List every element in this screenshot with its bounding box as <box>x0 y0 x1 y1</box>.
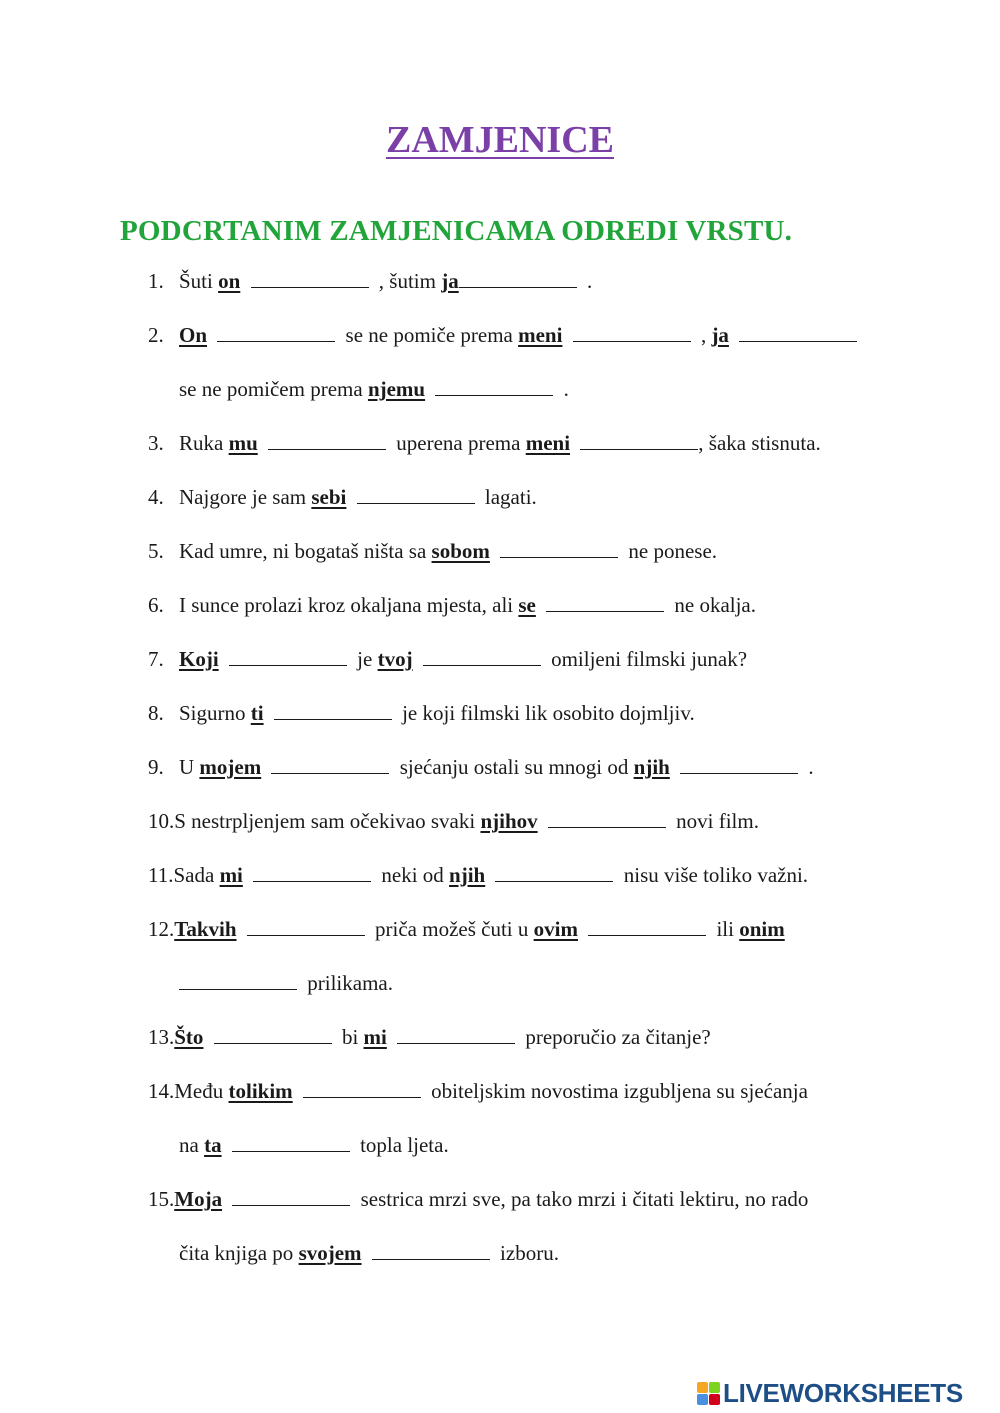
pronoun: ja <box>711 323 729 347</box>
exercise-item-9: 9. U mojem sjećanju ostali su mnogi od njih . <box>148 755 814 779</box>
exercise-item-14-continued: na ta topla ljeta. <box>179 1133 449 1157</box>
answer-blank[interactable] <box>423 664 541 666</box>
exercise-item-1: 1. Šuti on , šutim ja . <box>148 269 593 293</box>
pronoun: Što <box>174 1025 204 1049</box>
exercise-item-3: 3. Ruka mu uperena prema meni , šaka stisnuta. <box>148 431 821 455</box>
pronoun: se <box>518 593 536 617</box>
answer-blank[interactable] <box>214 1042 332 1044</box>
exercise-item-14: 14.Među tolikim obiteljskim novostima izgubljena su sjećanja <box>148 1079 808 1103</box>
exercise-item-4: 4. Najgore je sam sebi lagati. <box>148 485 537 509</box>
answer-blank[interactable] <box>588 934 706 936</box>
answer-blank[interactable] <box>229 664 347 666</box>
exercise-item-5: 5. Kad umre, ni bogataš ništa sa sobom ne ponese. <box>148 539 718 563</box>
answer-blank[interactable] <box>546 610 664 612</box>
answer-blank[interactable] <box>372 1258 490 1260</box>
pronoun: njih <box>633 755 670 779</box>
answer-blank[interactable] <box>580 448 698 450</box>
answer-blank[interactable] <box>274 718 392 720</box>
pronoun: njemu <box>367 377 426 401</box>
answer-blank[interactable] <box>268 448 386 450</box>
answer-blank[interactable] <box>179 988 297 990</box>
answer-blank[interactable] <box>217 340 335 342</box>
pronoun: meni <box>525 431 571 455</box>
answer-blank[interactable] <box>680 772 798 774</box>
pronoun: ja <box>441 269 459 293</box>
pronoun: mi <box>363 1025 387 1049</box>
pronoun: meni <box>518 323 563 347</box>
answer-blank[interactable] <box>573 340 691 342</box>
logo-text: LIVEWORKSHEETS <box>723 1378 963 1408</box>
exercise-item-15: 15.Moja sestrica mrzi sve, pa tako mrzi i čitati lektiru, no rado <box>148 1187 809 1211</box>
pronoun: tvoj <box>377 647 413 671</box>
exercise-list <box>148 264 888 1290</box>
exercise-item-12: 12.Takvih priča možeš čuti u ovim ili onim <box>148 917 785 941</box>
pronoun: mojem <box>199 755 262 779</box>
answer-blank[interactable] <box>251 286 369 288</box>
pronoun: njihov <box>480 809 538 833</box>
pronoun: sobom <box>431 539 490 563</box>
pronoun: tolikim <box>228 1079 293 1103</box>
answer-blank[interactable] <box>548 826 666 828</box>
pronoun: sebi <box>311 485 347 509</box>
pronoun: mi <box>219 863 243 887</box>
answer-blank[interactable] <box>500 556 618 558</box>
exercise-item-8: 8. Sigurno ti je koji filmski lik osobito dojmljiv. <box>148 701 695 725</box>
answer-blank[interactable] <box>435 394 553 396</box>
answer-blank[interactable] <box>253 880 371 882</box>
liveworksheets-logo <box>697 1378 963 1409</box>
answer-blank[interactable] <box>247 934 365 936</box>
answer-blank[interactable] <box>357 502 475 504</box>
exercise-item-11: 11.Sada mi neki od njih nisu više toliko važni. <box>148 863 809 887</box>
answer-blank[interactable] <box>271 772 389 774</box>
answer-blank[interactable] <box>303 1096 421 1098</box>
answer-blank[interactable] <box>232 1150 350 1152</box>
exercise-item-2: 2. On se ne pomiče prema meni , ja <box>148 318 888 372</box>
exercise-item-7: 7. Koji je tvoj omiljeni filmski junak? <box>148 647 748 671</box>
pronoun: ti <box>250 701 264 725</box>
exercise-item-13: 13.Što bi mi preporučio za čitanje? <box>148 1025 711 1049</box>
instruction-heading: PODCRTANIM ZAMJENICAMA ODREDI VRSTU. <box>120 215 793 247</box>
pronoun: On <box>179 323 208 347</box>
exercise-item-10: 10.S nestrpljenjem sam očekivao svaki njihov novi film. <box>148 809 759 833</box>
pronoun: ta <box>204 1133 222 1157</box>
pronoun: Moja <box>174 1187 223 1211</box>
exercise-item-2-continued: se ne pomičem prema njemu . <box>179 377 569 401</box>
answer-blank[interactable] <box>459 286 577 288</box>
pronoun: mu <box>228 431 258 455</box>
pronoun: onim <box>739 917 785 941</box>
pronoun: njih <box>449 863 486 887</box>
answer-blank[interactable] <box>495 880 613 882</box>
pronoun: Takvih <box>174 917 237 941</box>
exercise-item-6: 6. I sunce prolazi kroz okaljana mjesta, ali se ne okalja. <box>148 593 757 617</box>
pronoun: svojem <box>298 1241 362 1265</box>
exercise-item-12-continued: prilikama. <box>148 966 888 1020</box>
answer-blank[interactable] <box>397 1042 515 1044</box>
worksheet-title: ZAMJENICE <box>385 119 615 161</box>
pronoun: ovim <box>533 917 578 941</box>
pronoun: on <box>218 269 241 293</box>
exercise-item-15-continued: čita knjiga po svojem izboru. <box>179 1241 559 1265</box>
logo-icon <box>697 1382 720 1405</box>
answer-blank[interactable] <box>739 340 857 342</box>
answer-blank[interactable] <box>232 1204 350 1206</box>
pronoun: Koji <box>179 647 219 671</box>
